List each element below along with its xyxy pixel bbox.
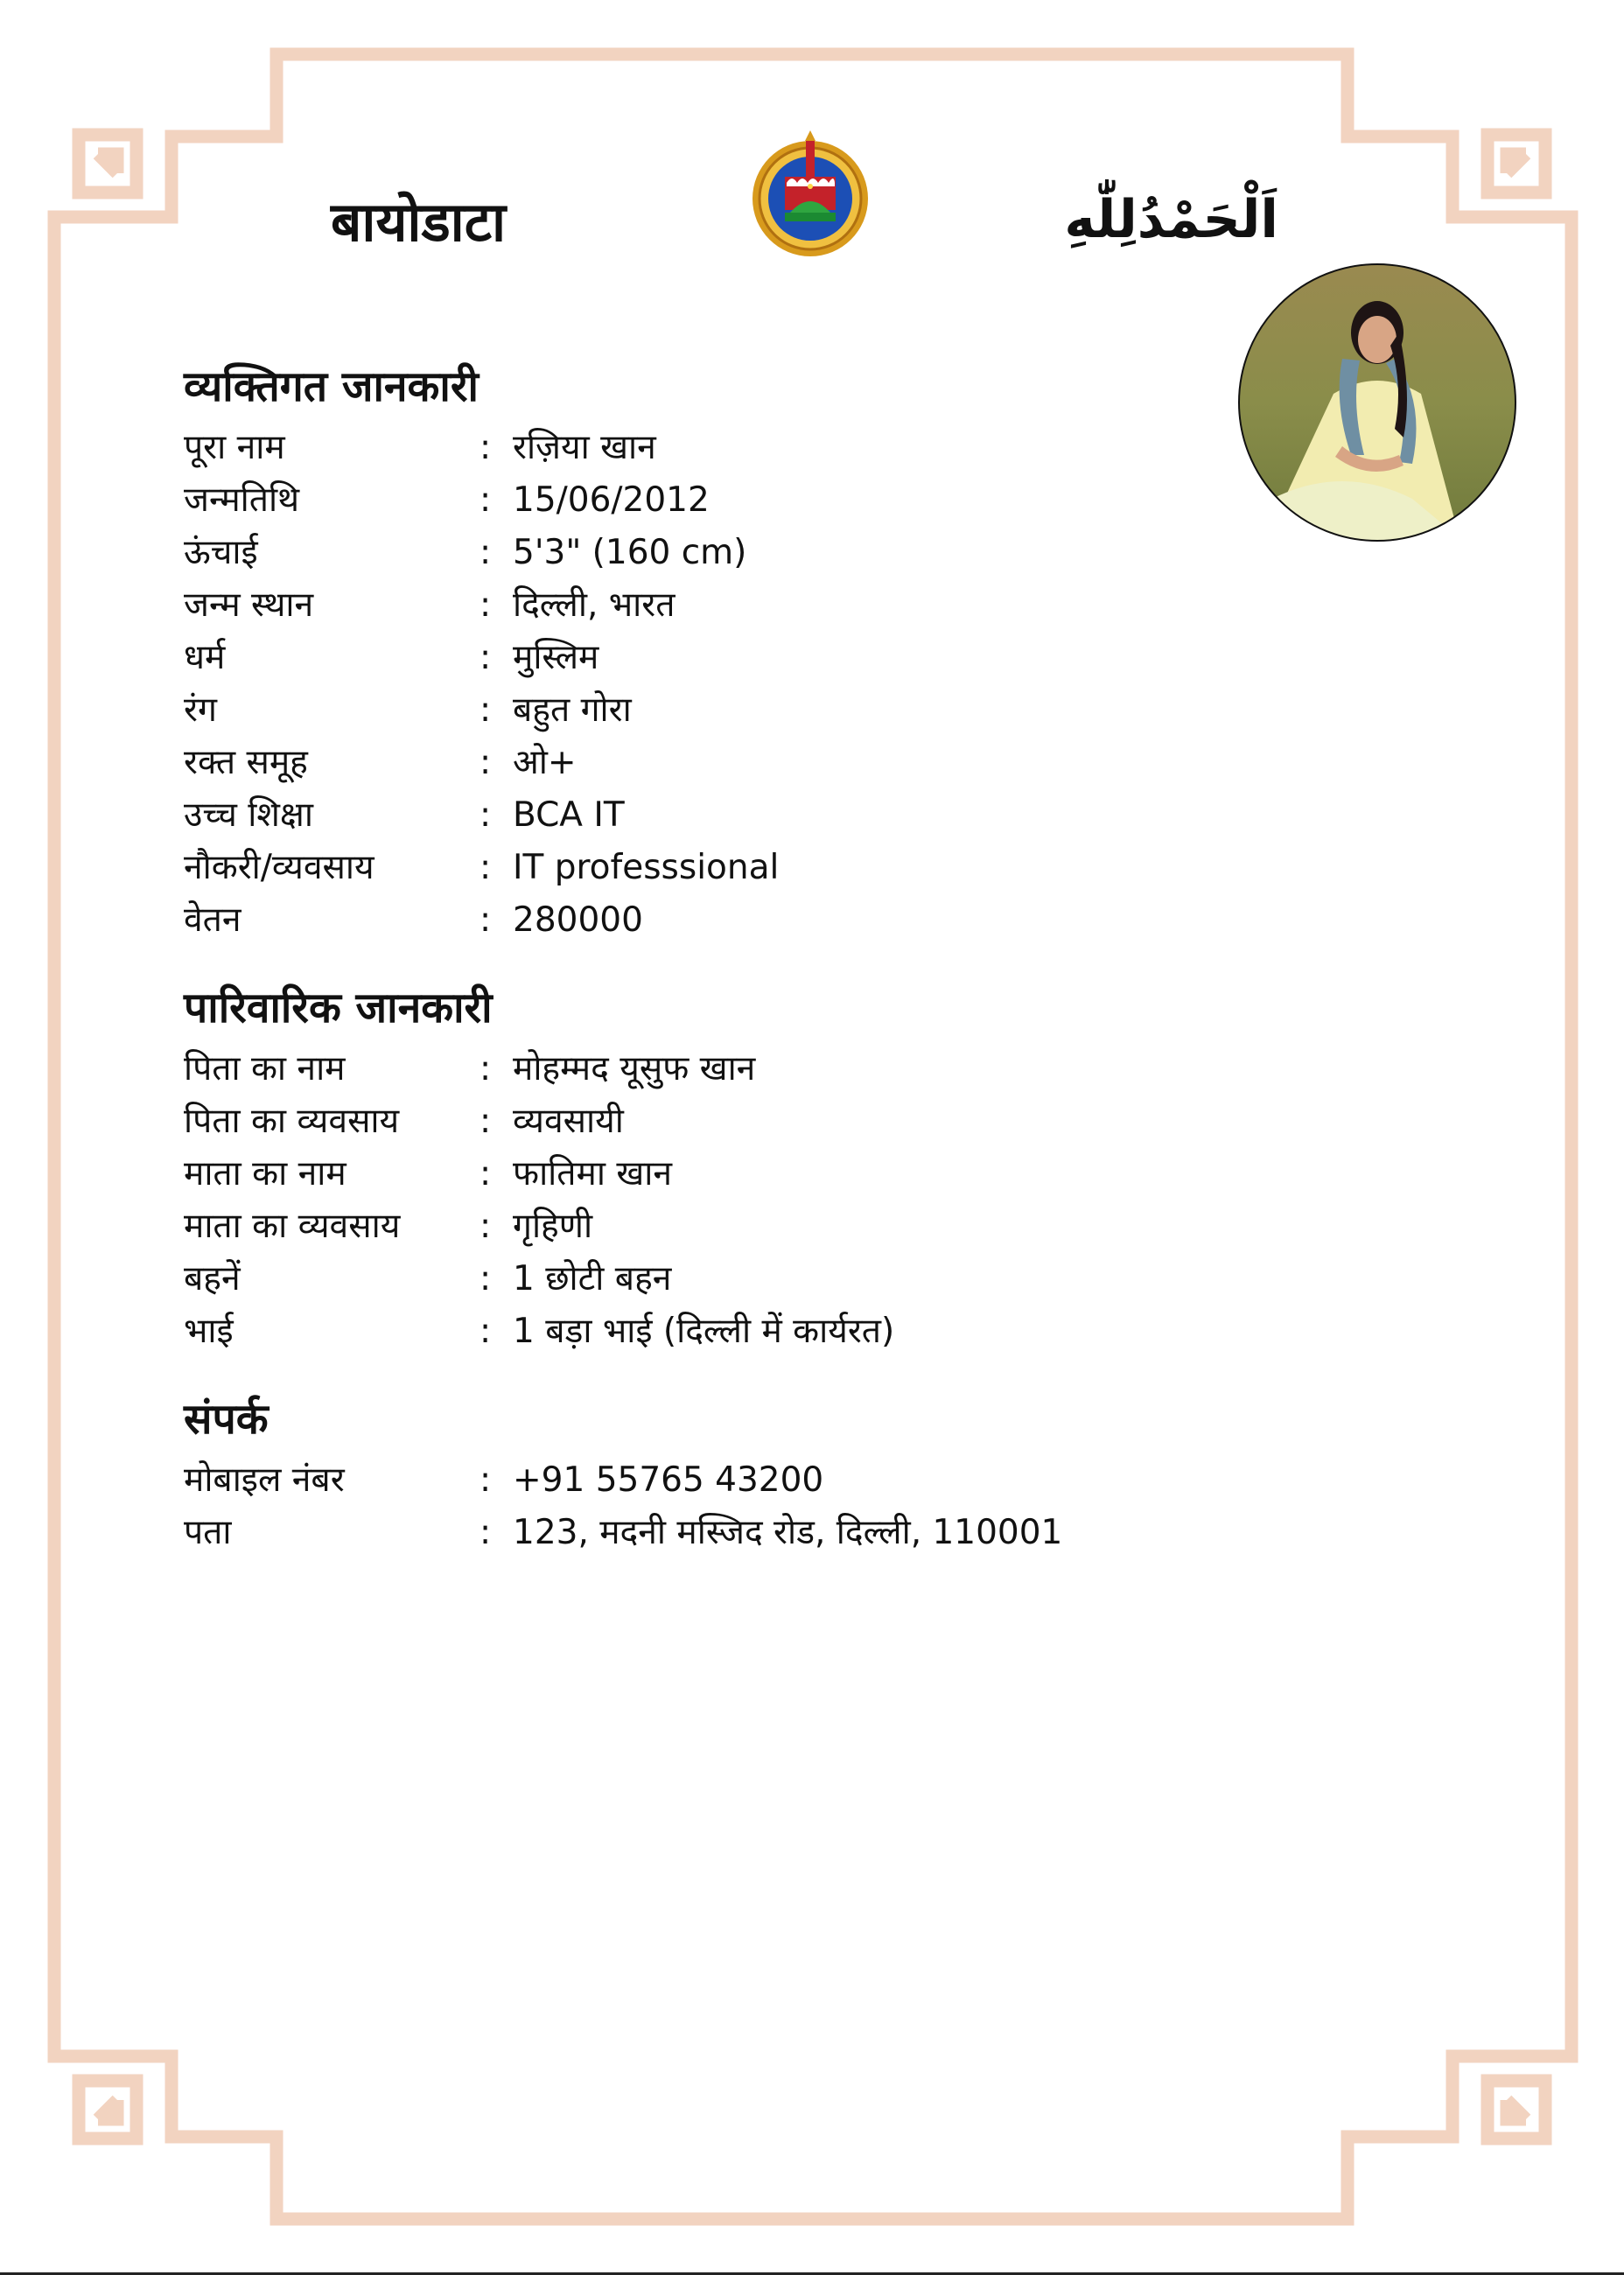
separator-colon: : [480,480,492,520]
info-row [184,842,1278,894]
field-label: पूरा नाम [184,428,285,467]
separator-colon: : [480,533,492,572]
separator-colon: : [480,1049,492,1088]
field-value: व्यवसायी [513,1102,624,1141]
info-row [184,1306,1278,1358]
info-row [184,1148,1278,1200]
corner-ornament-bottom-left [79,2081,136,2138]
field-value: 1 बड़ा भाई (दिल्ली में कार्यरत) [513,1312,895,1351]
info-row [184,1096,1278,1148]
separator-colon: : [480,848,492,887]
field-value: बहुत गोरा [513,690,632,730]
field-value: 280000 [513,900,643,940]
separator-colon: : [480,900,492,940]
info-row [184,1507,1278,1559]
info-row [184,789,1278,842]
field-label: जन्म स्थान [184,585,314,625]
separator-colon: : [480,1154,492,1194]
personal-info-section [184,352,1278,947]
field-label: नौकरी/व्यवसाय [184,848,374,887]
section-heading-family: पारिवारिक जानकारी [184,984,493,1032]
field-value: मोहम्मद यूसुफ खान [513,1049,756,1088]
info-row [184,894,1278,947]
info-row [184,422,1278,474]
corner-ornament-top-left [79,135,136,192]
corner-ornament-bottom-right [1488,2081,1545,2138]
separator-colon: : [480,638,492,677]
corner-ornament-top-right [1488,135,1545,192]
field-label: पिता का नाम [184,1049,346,1088]
field-value: दिल्ली, भारत [513,585,676,625]
field-value: IT professsional [513,848,780,887]
separator-colon: : [480,1460,492,1500]
field-value: मुस्लिम [513,638,599,677]
page-title: बायोडाटा [331,190,507,254]
field-value: 5'3" (160 cm) [513,533,747,572]
mosque-dome-emblem-icon [750,129,871,258]
separator-colon: : [480,1513,492,1552]
field-label: धर्म [184,638,226,677]
separator-colon: : [480,743,492,782]
field-label: माता का नाम [184,1154,346,1194]
separator-colon: : [480,690,492,730]
info-row [184,1253,1278,1306]
field-value: 15/06/2012 [513,480,710,520]
field-label: भाई [184,1312,234,1351]
field-label: पता [184,1513,232,1552]
separator-colon: : [480,585,492,625]
section-heading-contact: संपर्क [184,1395,269,1444]
field-value: ओ+ [513,743,577,782]
info-row [184,579,1278,632]
profile-photo [1237,262,1517,542]
field-value: 123, मदनी मस्जिद रोड, दिल्ली, 110001 [513,1513,1063,1552]
field-value: BCA IT [513,795,625,835]
field-value: गृहिणी [513,1207,593,1246]
info-row [184,1043,1278,1096]
field-label: माता का व्यवसाय [184,1207,401,1246]
separator-colon: : [480,795,492,835]
info-row [184,632,1278,684]
field-value: फातिमा खान [513,1154,672,1194]
family-info-section [184,973,1278,1358]
field-label: बहनें [184,1259,241,1298]
field-value: रज़िया खान [513,428,656,467]
separator-colon: : [480,1102,492,1141]
arabic-heading: اَلْحَمْدُلِلّٰهِ [1064,189,1278,250]
info-row [184,527,1278,579]
info-row [184,474,1278,527]
field-value: 1 छोटी बहन [513,1259,672,1298]
field-label: रंग [184,690,217,730]
field-value: +91 55765 43200 [513,1460,824,1500]
separator-colon: : [480,1259,492,1298]
info-row [184,737,1278,789]
field-label: वेतन [184,900,242,940]
info-row [184,1200,1278,1253]
separator-colon: : [480,428,492,467]
field-label: रक्त समूह [184,743,308,782]
field-label: मोबाइल नंबर [184,1460,345,1500]
info-row [184,684,1278,737]
separator-colon: : [480,1312,492,1351]
field-label: ऊंचाई [184,533,258,572]
section-heading-personal: व्यक्तिगत जानकारी [184,362,479,411]
info-row [184,1454,1278,1507]
field-label: उच्च शिक्षा [184,795,313,835]
biodata-content [184,352,1278,1559]
field-label: जन्मतिथि [184,480,300,520]
contact-section [184,1384,1278,1559]
separator-colon: : [480,1207,492,1246]
field-label: पिता का व्यवसाय [184,1102,400,1141]
